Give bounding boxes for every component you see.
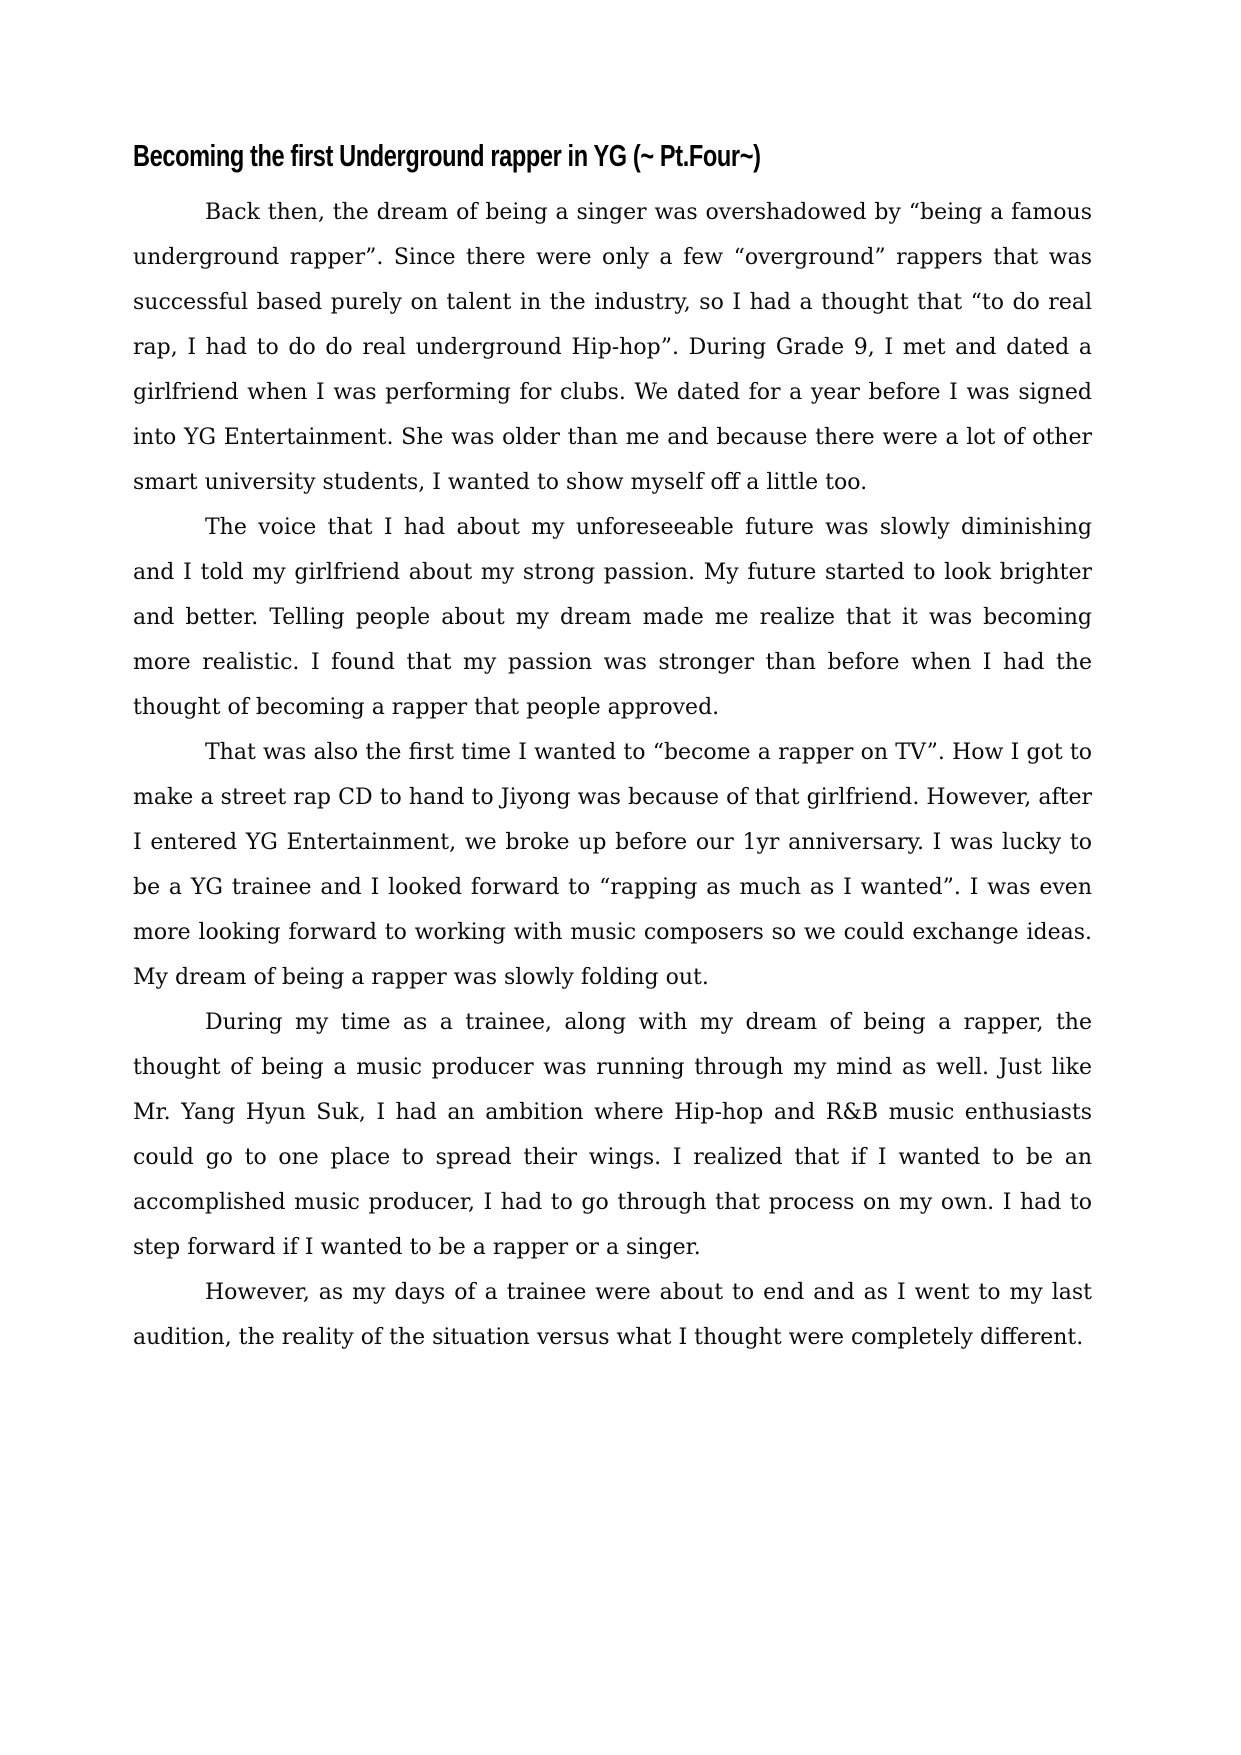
paragraph: The voice that I had about my unforeseeable future was slowly diminishing and I told my girlfriend about my strong passion. My future started to look brighter and better. Telling people about my dream made me realize that it was becoming more realistic. I found that my passion was stronger than before when I had the thought of becoming a rapper that people approved. (133, 514, 1092, 720)
paragraph: However, as my days of a trainee were about to end and as I went to my last audition, the reality of the situation versus what I thought were completely different. (133, 1279, 1092, 1350)
paragraph: During my time as a trainee, along with my dream of being a rapper, the thought of being a music producer was running through my mind as well. Just like Mr. Yang Hyun Suk, I had an ambition where Hip-hop and R&B music enthusiasts could go to one place to spread their wings. I realized that if I wanted to be an accomplished music producer, I had to go through that process on my own. I had to step forward if I wanted to be a rapper or a singer. (133, 1009, 1092, 1260)
document-body (133, 190, 1092, 1360)
paragraph: That was also the first time I wanted to “become a rapper on TV”. How I got to make a street rap CD to hand to Jiyong was because of that girlfriend. However, after I entered YG Entertainment, we broke up before our 1yr anniversary. I was lucky to be a YG trainee and I looked forward to “rapping as much as I wanted”. I was even more looking forward to working with music composers so we could exchange ideas. My dream of being a rapper was slowly folding out. (133, 739, 1092, 990)
paragraph: Back then, the dream of being a singer was overshadowed by “being a famous underground rapper”. Since there were only a few “overground” rappers that was successful based purely on talent in the industry, so I had a thought that “to do real rap, I had to do do real underground Hip-hop”. During Grade 9, I met and dated a girlfriend when I was performing for clubs. We dated for a year before I was signed into YG Entertainment. She was older than me and because there were a lot of other smart university students, I wanted to show myself off a little too. (133, 199, 1092, 495)
document-content (133, 138, 1092, 1360)
document-title: Becoming the first Underground rapper in YG (~ Pt.Four~) (133, 138, 761, 173)
